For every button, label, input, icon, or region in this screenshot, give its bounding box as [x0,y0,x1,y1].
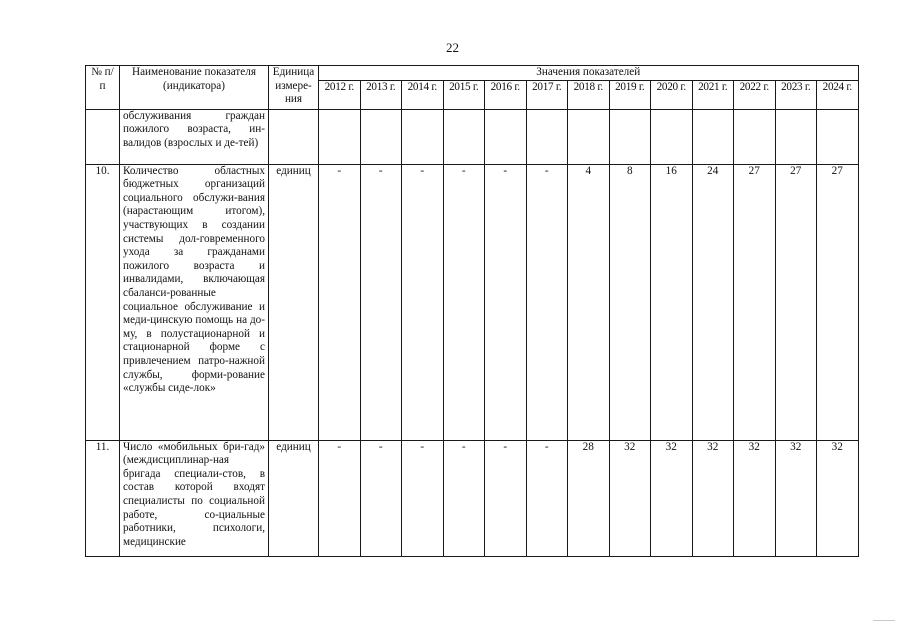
row-num [86,109,120,164]
header-year: 2024 г. [817,80,859,109]
header-year: 2019 г. [609,80,651,109]
row-value: 32 [692,440,734,556]
row-value: 32 [734,440,776,556]
row-value: - [319,164,361,440]
header-year: 2013 г. [360,80,402,109]
row-value [609,109,651,164]
row-name: Число «мобильных бри-гад» (междисциплинар-ная бригада специали-стов, в состав которой входят специалисты по социальной работе, со-циальные работники, психологи, медицинские [120,440,269,556]
row-value: - [319,440,361,556]
row-value [526,109,568,164]
header-year: 2020 г. [651,80,693,109]
row-value: 4 [568,164,610,440]
table-row [86,440,859,556]
row-num: 10. [86,164,120,440]
row-num: 11. [86,440,120,556]
header-name: Наименование показателя (индикатора) [120,66,269,110]
row-value: 27 [817,164,859,440]
row-value [775,109,817,164]
row-value: - [360,164,402,440]
row-value: 32 [609,440,651,556]
row-unit [269,109,319,164]
row-unit: единиц [269,440,319,556]
row-value: - [443,164,485,440]
row-value [485,109,527,164]
table-row [86,164,859,440]
header-num: № п/п [86,66,120,110]
row-value: 8 [609,164,651,440]
scan-artifact [873,620,895,621]
row-value [443,109,485,164]
row-value: - [526,164,568,440]
row-value: - [360,440,402,556]
row-value: - [443,440,485,556]
header-year: 2014 г. [402,80,444,109]
page-number: 22 [446,40,459,55]
row-value: 32 [817,440,859,556]
row-value: 24 [692,164,734,440]
row-value: - [402,164,444,440]
row-value: 28 [568,440,610,556]
row-value [692,109,734,164]
row-value: 16 [651,164,693,440]
row-value [651,109,693,164]
row-value: - [485,164,527,440]
row-value [734,109,776,164]
header-year: 2022 г. [734,80,776,109]
header-year: 2023 г. [775,80,817,109]
header-year: 2016 г. [485,80,527,109]
header-year: 2015 г. [443,80,485,109]
row-value [319,109,361,164]
row-value: 32 [651,440,693,556]
indicators-table [85,65,859,557]
row-value [568,109,610,164]
header-values: Значения показателей [319,66,859,81]
row-value: - [485,440,527,556]
header-year: 2018 г. [568,80,610,109]
header-year: 2017 г. [526,80,568,109]
row-value: - [526,440,568,556]
header-unit: Единица измере-ния [269,66,319,110]
row-value [817,109,859,164]
row-value: 32 [775,440,817,556]
row-unit: единиц [269,164,319,440]
row-value: 27 [734,164,776,440]
row-name: Количество областных бюджетных организаций социального обслужи-вания (нарастающим итогом), участвующих в создании системы дол-говременного ухода за гражданами пожилого возраста и инвалидами, включающая сбаланси-рованные социальное обслуживание и меди-цинскую помощь на до-му, в полустационарной и стационарной форме с привлечением патро-нажной службы, форми-рование «службы сиде-лок» [120,164,269,440]
row-value: 27 [775,164,817,440]
row-value [360,109,402,164]
header-year: 2021 г. [692,80,734,109]
row-name: обслуживания граждан пожилого возраста, ин-валидов (взрослых и де-тей) [120,109,269,164]
row-value: - [402,440,444,556]
header-year: 2012 г. [319,80,361,109]
table-row [86,109,859,164]
row-value [402,109,444,164]
